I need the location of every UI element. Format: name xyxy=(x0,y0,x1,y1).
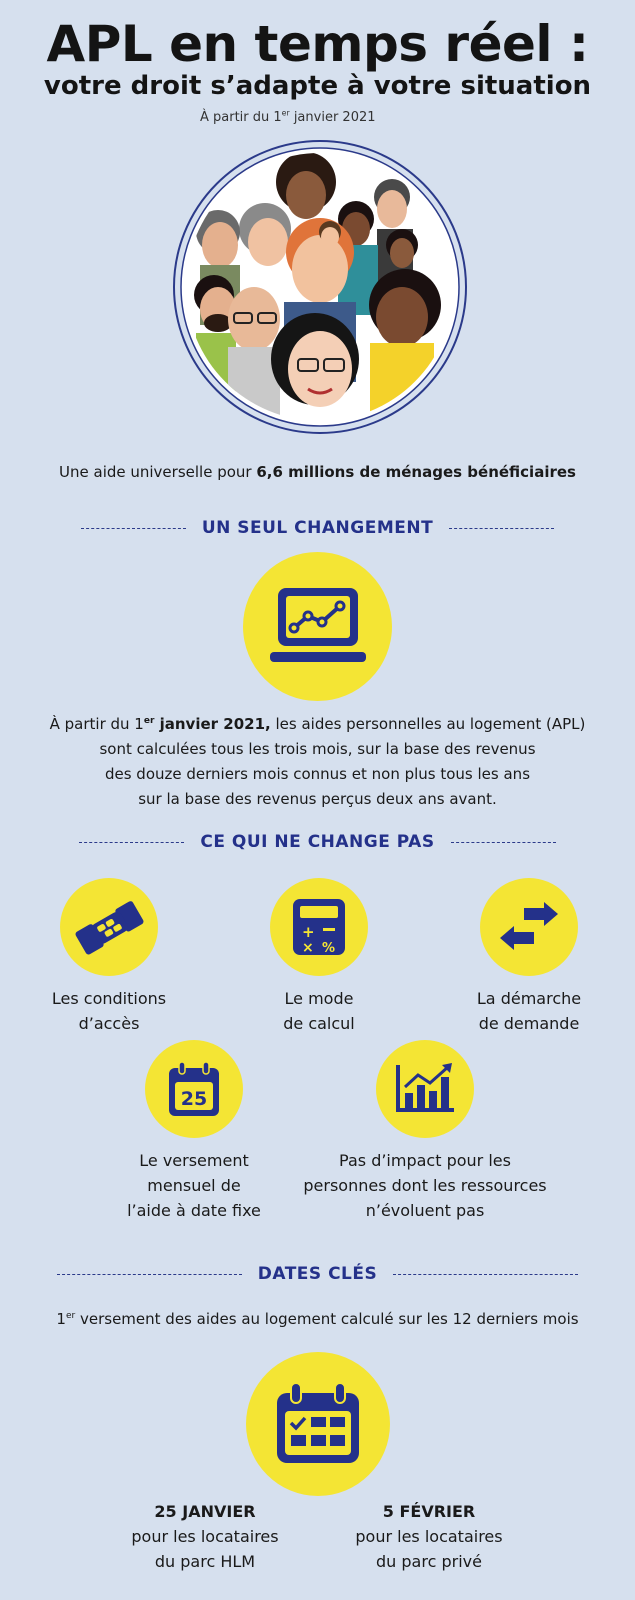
dashed-divider xyxy=(451,842,556,843)
page-subtitle: votre droit s’adapte à votre situation xyxy=(43,71,592,101)
calendar-grid-icon xyxy=(246,1352,390,1496)
page-title: APL en temps réel : xyxy=(46,15,589,73)
first-payment-statement: 1er versement des aides au logement calculé sur les 12 derniers mois xyxy=(56,1310,579,1328)
section-heading-no-change xyxy=(0,832,635,852)
dashed-divider xyxy=(57,1274,242,1275)
calculator-icon xyxy=(270,878,368,976)
dashed-divider xyxy=(449,528,554,529)
section-heading-change xyxy=(0,518,635,538)
universal-aid-statement: Une aide universelle pour 6,6 millions de ménages bénéficiaires xyxy=(59,463,576,481)
svg-text:25: 25 xyxy=(180,1088,208,1110)
laptop-chart-icon xyxy=(243,552,392,701)
section-label: DATES CLÉS xyxy=(257,1264,378,1284)
feature-monthly-payment: 25 Le versement mensuel de l’aide à date fixe xyxy=(99,1040,289,1223)
svg-text:×: × xyxy=(302,940,314,956)
feature-access-conditions: Les conditions d’accès xyxy=(14,878,204,1036)
effective-date: À partir du 1er janvier 2021 xyxy=(200,108,376,125)
feature-no-impact: Pas d’impact pour les personnes dont les ressources n’évoluent pas xyxy=(275,1040,575,1223)
section-heading-key-dates xyxy=(0,1264,635,1284)
exchange-arrows-icon xyxy=(480,878,578,976)
key-date-private: 5 FÉVRIER pour les locataires du parc privé xyxy=(355,1502,503,1571)
feature-application-process: La démarche de demande xyxy=(434,878,624,1036)
section-label: UN SEUL CHANGEMENT xyxy=(201,518,434,538)
svg-text:+: + xyxy=(302,923,315,941)
dashed-divider xyxy=(79,842,184,843)
feature-calculation-mode: + × % Le mode de calcul xyxy=(224,878,414,1036)
key-date-hlm: 25 JANVIER pour les locataires du parc HLM xyxy=(131,1502,279,1571)
handshake-icon xyxy=(60,878,158,976)
section-label: CE QUI NE CHANGE PAS xyxy=(200,832,435,852)
svg-text:%: % xyxy=(322,941,336,956)
calendar-25-icon xyxy=(145,1040,243,1138)
bar-chart-growth-icon xyxy=(376,1040,474,1138)
people-group-illustration xyxy=(170,137,470,437)
dashed-divider xyxy=(393,1274,578,1275)
dashed-divider xyxy=(81,528,186,529)
change-description: À partir du 1er janvier 2021, les aides personnelles au logement (APL) sont calculées tous les trois mois, sur la base des revenus des douze derniers mois connus et non plus tous les ans sur la base des revenus perçus deux ans avant. xyxy=(49,715,586,808)
